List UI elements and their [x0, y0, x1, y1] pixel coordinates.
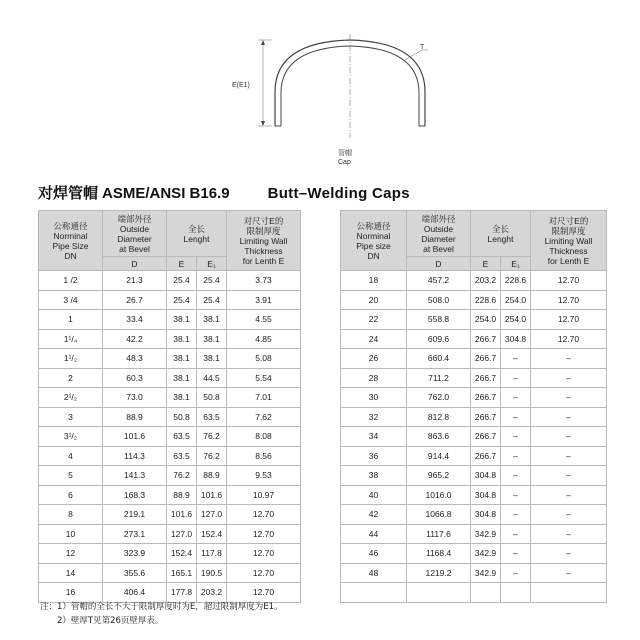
- header-length: 全长 Lenght: [167, 211, 227, 257]
- length-e-cell: 76.2: [167, 466, 197, 486]
- length-e-cell: 254.0: [471, 310, 501, 330]
- table-row: [39, 407, 301, 427]
- pipe-size-cell: 42: [341, 505, 407, 525]
- title-standard: ASME/ANSI B16.9: [102, 185, 230, 202]
- table-row: [341, 524, 607, 544]
- pipe-size-cell: 4: [39, 446, 103, 466]
- outside-diameter-cell: 863.6: [407, 427, 471, 447]
- length-e1-cell: 228.6: [501, 271, 531, 291]
- length-e1-cell: –: [501, 368, 531, 388]
- pipe-size-cell: 22: [341, 310, 407, 330]
- cap-spec-table-right: [340, 210, 607, 603]
- table-row: [341, 466, 607, 486]
- table-row: [341, 583, 607, 603]
- table-row: [341, 505, 607, 525]
- wall-thickness-cell: 3.73: [227, 271, 301, 291]
- table-row: [341, 407, 607, 427]
- length-e1-cell: –: [501, 407, 531, 427]
- length-e1-cell: 152.4: [197, 524, 227, 544]
- outside-diameter-cell: 457.2: [407, 271, 471, 291]
- pipe-size-cell: 1: [39, 310, 103, 330]
- length-e-cell: 88.9: [167, 485, 197, 505]
- table-row: [341, 349, 607, 369]
- table-row: [39, 563, 301, 583]
- length-e-cell: 342.9: [471, 544, 501, 564]
- pipe-size-cell: 34: [341, 427, 407, 447]
- wall-thickness-cell: 12.70: [227, 505, 301, 525]
- wall-thickness-cell: –: [531, 563, 607, 583]
- outside-diameter-cell: 323.9: [103, 544, 167, 564]
- pipe-size-cell: 30: [341, 388, 407, 408]
- header-e1: E₁: [197, 257, 227, 271]
- length-e-cell: 266.7: [471, 368, 501, 388]
- diagram-cap-label-cn: 管帽: [338, 150, 352, 157]
- table-row: [39, 388, 301, 408]
- pipe-size-cell: 16: [39, 583, 103, 603]
- length-e-cell: 50.8: [167, 407, 197, 427]
- header-outside-diameter: 端部外径 Outside Diameter at Bevel: [407, 211, 471, 257]
- pipe-size-cell: 38: [341, 466, 407, 486]
- wall-thickness-cell: 5.08: [227, 349, 301, 369]
- header-pipe-size: 公称通径 Norminal Pipe size DN: [341, 211, 407, 271]
- wall-thickness-cell: –: [531, 427, 607, 447]
- length-e1-cell: 127.0: [197, 505, 227, 525]
- pipe-size-cell: 3: [39, 407, 103, 427]
- right-table-body: [341, 271, 607, 603]
- table-row: [39, 349, 301, 369]
- length-e1-cell: 38.1: [197, 349, 227, 369]
- wall-thickness-cell: –: [531, 407, 607, 427]
- outside-diameter-cell: 1168.4: [407, 544, 471, 564]
- wall-thickness-cell: –: [531, 446, 607, 466]
- wall-thickness-cell: 12.70: [531, 329, 607, 349]
- length-e1-cell: 190.5: [197, 563, 227, 583]
- footnote-2: 2）壁厚T见第26页壁厚表。: [57, 616, 164, 626]
- table-row: [341, 485, 607, 505]
- cap-diagram: [230, 20, 470, 170]
- wall-thickness-cell: –: [531, 544, 607, 564]
- wall-thickness-cell: 4.55: [227, 310, 301, 330]
- length-e1-cell: –: [501, 427, 531, 447]
- length-e-cell: 127.0: [167, 524, 197, 544]
- title-chinese: 对焊管帽: [38, 184, 99, 202]
- length-e1-cell: –: [501, 563, 531, 583]
- outside-diameter-cell: 114.3: [103, 446, 167, 466]
- diagram-cap-label-en: Cap: [338, 159, 351, 166]
- pipe-size-cell: 12: [39, 544, 103, 564]
- length-e-cell: 304.8: [471, 485, 501, 505]
- outside-diameter-cell: 812.8: [407, 407, 471, 427]
- length-e1-cell: –: [501, 466, 531, 486]
- wall-thickness-cell: 12.70: [531, 290, 607, 310]
- footnote-1: 注：1）管帽的全长不大于限制厚度时为E，超过限制厚度为E1。: [40, 602, 283, 612]
- length-e1-cell: –: [501, 544, 531, 564]
- header-e1: E₁: [501, 257, 531, 271]
- outside-diameter-cell: 26.7: [103, 290, 167, 310]
- wall-thickness-cell: –: [531, 388, 607, 408]
- header-pipe-size: 公称通径 Norminal Pipe Size DN: [39, 211, 103, 271]
- outside-diameter-cell: 219.1: [103, 505, 167, 525]
- outside-diameter-cell: 508.0: [407, 290, 471, 310]
- length-e-cell: 38.1: [167, 388, 197, 408]
- header-e: E: [471, 257, 501, 271]
- pipe-size-cell: 2: [39, 368, 103, 388]
- outside-diameter-cell: 273.1: [103, 524, 167, 544]
- outside-diameter-cell: 60.3: [103, 368, 167, 388]
- pipe-size-cell: 24: [341, 329, 407, 349]
- table-row: [39, 290, 301, 310]
- cap-drawing: [230, 20, 470, 170]
- pipe-size-cell: 6: [39, 485, 103, 505]
- table-row: [39, 505, 301, 525]
- pipe-size-cell: 40: [341, 485, 407, 505]
- pipe-size-cell: 1 /2: [39, 271, 103, 291]
- wall-thickness-cell: 12.70: [227, 583, 301, 603]
- length-e-cell: 63.5: [167, 427, 197, 447]
- table-row: [341, 388, 607, 408]
- pipe-size-cell: 8: [39, 505, 103, 525]
- wall-thickness-cell: –: [531, 524, 607, 544]
- length-e1-cell: –: [501, 524, 531, 544]
- length-e-cell: 266.7: [471, 329, 501, 349]
- outside-diameter-cell: 965.2: [407, 466, 471, 486]
- outside-diameter-cell: 914.4: [407, 446, 471, 466]
- length-e1-cell: 203.2: [197, 583, 227, 603]
- length-e-cell: 266.7: [471, 446, 501, 466]
- pipe-size-cell: 20: [341, 290, 407, 310]
- outside-diameter-cell: 711.2: [407, 368, 471, 388]
- table-row: [341, 563, 607, 583]
- pipe-size-cell: 1¹/₄: [39, 329, 103, 349]
- header-limiting-wall: 对尺寸E的 限制厚度 Limiting Wall Thickness for Lenth E: [531, 211, 607, 271]
- pipe-size-cell: 2¹/₂: [39, 388, 103, 408]
- table-row: [341, 290, 607, 310]
- length-e-cell: 266.7: [471, 407, 501, 427]
- table-row: [341, 427, 607, 447]
- length-e1-cell: –: [501, 388, 531, 408]
- length-e1-cell: 25.4: [197, 290, 227, 310]
- length-e-cell: 38.1: [167, 368, 197, 388]
- pipe-size-cell: [341, 583, 407, 603]
- table-row: [39, 310, 301, 330]
- pipe-size-cell: 1¹/₂: [39, 349, 103, 369]
- length-e-cell: 266.7: [471, 388, 501, 408]
- table-row: [341, 271, 607, 291]
- length-e-cell: 38.1: [167, 329, 197, 349]
- table-row: [341, 329, 607, 349]
- wall-thickness-cell: –: [531, 485, 607, 505]
- length-e-cell: 266.7: [471, 349, 501, 369]
- length-e1-cell: 44.5: [197, 368, 227, 388]
- outside-diameter-cell: 21.3: [103, 271, 167, 291]
- length-e-cell: 177.8: [167, 583, 197, 603]
- length-e-cell: 25.4: [167, 271, 197, 291]
- pipe-size-cell: 18: [341, 271, 407, 291]
- length-e-cell: 266.7: [471, 427, 501, 447]
- length-e1-cell: 117.8: [197, 544, 227, 564]
- outside-diameter-cell: 355.6: [103, 563, 167, 583]
- pipe-size-cell: 5: [39, 466, 103, 486]
- outside-diameter-cell: 73.0: [103, 388, 167, 408]
- outside-diameter-cell: 406.4: [103, 583, 167, 603]
- outside-diameter-cell: 1219.2: [407, 563, 471, 583]
- pipe-size-cell: 14: [39, 563, 103, 583]
- pipe-size-cell: 46: [341, 544, 407, 564]
- length-e1-cell: 304.8: [501, 329, 531, 349]
- length-e-cell: 152.4: [167, 544, 197, 564]
- wall-thickness-cell: [531, 583, 607, 603]
- header-limiting-wall: 对尺寸E的 限制厚度 Limiting Wall Thickness for Lenth E: [227, 211, 301, 271]
- wall-thickness-cell: –: [531, 466, 607, 486]
- wall-thickness-cell: 7.62: [227, 407, 301, 427]
- pipe-size-cell: 36: [341, 446, 407, 466]
- table-row: [39, 368, 301, 388]
- outside-diameter-cell: 558.8: [407, 310, 471, 330]
- length-e1-cell: 38.1: [197, 329, 227, 349]
- length-e1-cell: 254.0: [501, 310, 531, 330]
- length-e1-cell: –: [501, 505, 531, 525]
- wall-thickness-cell: –: [531, 368, 607, 388]
- table-row: [39, 271, 301, 291]
- table-row: [341, 544, 607, 564]
- length-e1-cell: 76.2: [197, 446, 227, 466]
- outside-diameter-cell: 48.3: [103, 349, 167, 369]
- length-e1-cell: 76.2: [197, 427, 227, 447]
- wall-thickness-cell: 5.54: [227, 368, 301, 388]
- wall-thickness-cell: 12.70: [531, 271, 607, 291]
- length-e-cell: 304.8: [471, 466, 501, 486]
- length-e-cell: 228.6: [471, 290, 501, 310]
- header-e: E: [167, 257, 197, 271]
- wall-thickness-cell: 3.91: [227, 290, 301, 310]
- wall-thickness-cell: 12.70: [227, 544, 301, 564]
- outside-diameter-cell: 660.4: [407, 349, 471, 369]
- pipe-size-cell: 3 /4: [39, 290, 103, 310]
- page-title: [38, 182, 410, 204]
- length-e-cell: 25.4: [167, 290, 197, 310]
- header-d: D: [407, 257, 471, 271]
- wall-thickness-cell: 4.85: [227, 329, 301, 349]
- length-e1-cell: 254.0: [501, 290, 531, 310]
- length-e1-cell: 25.4: [197, 271, 227, 291]
- outside-diameter-cell: [407, 583, 471, 603]
- pipe-size-cell: 44: [341, 524, 407, 544]
- pipe-size-cell: 3¹/₂: [39, 427, 103, 447]
- length-e1-cell: [501, 583, 531, 603]
- length-e1-cell: 63.5: [197, 407, 227, 427]
- diagram-e-label: E(E1): [232, 82, 250, 89]
- table-row: [39, 446, 301, 466]
- outside-diameter-cell: 168.3: [103, 485, 167, 505]
- pipe-size-cell: 10: [39, 524, 103, 544]
- wall-thickness-cell: 8.08: [227, 427, 301, 447]
- wall-thickness-cell: 7.01: [227, 388, 301, 408]
- wall-thickness-cell: 10.97: [227, 485, 301, 505]
- length-e1-cell: 50.8: [197, 388, 227, 408]
- length-e-cell: 38.1: [167, 349, 197, 369]
- wall-thickness-cell: 12.70: [227, 563, 301, 583]
- length-e-cell: 342.9: [471, 563, 501, 583]
- footnotes: [40, 600, 283, 628]
- header-outside-diameter: 端部外径 Outside Diameter at Bevel: [103, 211, 167, 257]
- wall-thickness-cell: –: [531, 505, 607, 525]
- table-row: [341, 446, 607, 466]
- outside-diameter-cell: 42.2: [103, 329, 167, 349]
- wall-thickness-cell: 8.56: [227, 446, 301, 466]
- left-table-body: [39, 271, 301, 603]
- outside-diameter-cell: 1066.8: [407, 505, 471, 525]
- outside-diameter-cell: 1016.0: [407, 485, 471, 505]
- table-row: [39, 329, 301, 349]
- table-row: [341, 368, 607, 388]
- outside-diameter-cell: 101.6: [103, 427, 167, 447]
- outside-diameter-cell: 88.9: [103, 407, 167, 427]
- outside-diameter-cell: 1117.6: [407, 524, 471, 544]
- header-d: D: [103, 257, 167, 271]
- pipe-size-cell: 48: [341, 563, 407, 583]
- outside-diameter-cell: 33.4: [103, 310, 167, 330]
- length-e1-cell: –: [501, 485, 531, 505]
- length-e1-cell: 101.6: [197, 485, 227, 505]
- wall-thickness-cell: 9.53: [227, 466, 301, 486]
- pipe-size-cell: 28: [341, 368, 407, 388]
- length-e-cell: [471, 583, 501, 603]
- title-english: Butt–Welding Caps: [267, 185, 410, 202]
- table-row: [39, 485, 301, 505]
- wall-thickness-cell: 12.70: [227, 524, 301, 544]
- outside-diameter-cell: 762.0: [407, 388, 471, 408]
- cap-spec-table-left: [38, 210, 301, 603]
- table-row: [39, 427, 301, 447]
- table-row: [39, 524, 301, 544]
- length-e1-cell: 38.1: [197, 310, 227, 330]
- length-e-cell: 38.1: [167, 310, 197, 330]
- length-e-cell: 304.8: [471, 505, 501, 525]
- table-row: [341, 310, 607, 330]
- length-e-cell: 101.6: [167, 505, 197, 525]
- length-e-cell: 342.9: [471, 524, 501, 544]
- outside-diameter-cell: 609.6: [407, 329, 471, 349]
- length-e-cell: 203.2: [471, 271, 501, 291]
- table-row: [39, 466, 301, 486]
- pipe-size-cell: 26: [341, 349, 407, 369]
- length-e1-cell: –: [501, 446, 531, 466]
- pipe-size-cell: 32: [341, 407, 407, 427]
- length-e-cell: 63.5: [167, 446, 197, 466]
- wall-thickness-cell: 12.70: [531, 310, 607, 330]
- length-e1-cell: 88.9: [197, 466, 227, 486]
- header-length: 全长 Lenght: [471, 211, 531, 257]
- length-e1-cell: –: [501, 349, 531, 369]
- outside-diameter-cell: 141.3: [103, 466, 167, 486]
- diagram-t-label: T: [420, 44, 425, 51]
- table-row: [39, 544, 301, 564]
- length-e-cell: 165.1: [167, 563, 197, 583]
- wall-thickness-cell: –: [531, 349, 607, 369]
